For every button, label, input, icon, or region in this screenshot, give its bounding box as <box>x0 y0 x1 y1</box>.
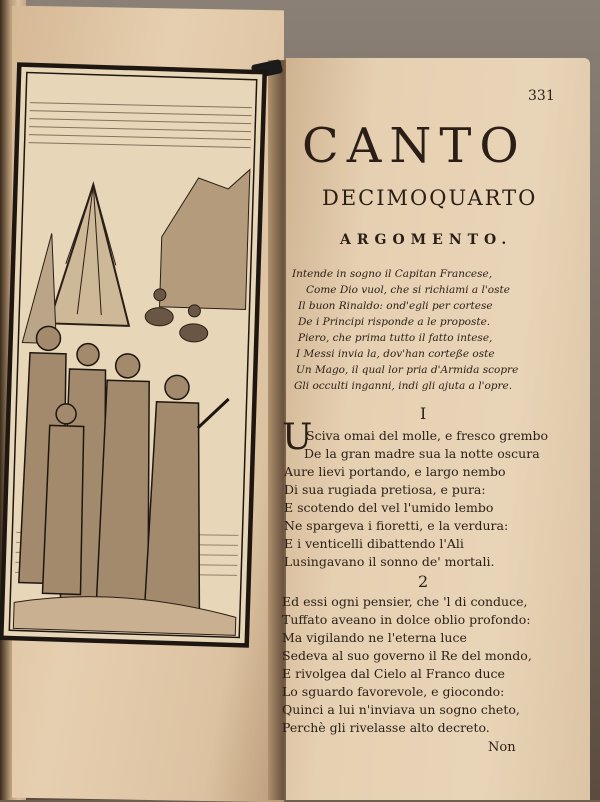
woodcut-illustration <box>0 62 267 648</box>
stanza-line: De la gran madre sua la notte oscura <box>304 446 540 461</box>
stanza-line: Ma vigilando ne l'eterna luce <box>282 630 467 645</box>
stanza-line: Ed essi ogni pensier, che 'l di conduce, <box>282 594 528 609</box>
catchword: Non <box>488 740 516 755</box>
argomento-line: Un Mago, il qual lor pria d'Armida scopre <box>296 364 519 376</box>
argomento-line: Il buon Rinaldo: ond'egli per cortese <box>298 300 493 312</box>
stanza-line: Aure lievi portando, e largo nembo <box>284 464 506 479</box>
stanza-number: I <box>420 404 427 423</box>
stanza-line: Ne spargeva i fioretti, e la verdura: <box>284 518 509 533</box>
stanza-line: Lo sguardo favorevole, e giocondo: <box>282 684 505 699</box>
stanza-line: Lusingavano il sonno de' mortali. <box>284 554 495 569</box>
stanza-line: E rivolgea dal Cielo al Franco duce <box>282 666 505 681</box>
argomento-line: Come Dio vuol, che si richiami a l'oste <box>306 284 510 296</box>
stanza-line: Quinci a lui n'inviava un sogno cheto, <box>282 702 520 717</box>
stanza-line: Perchè gli rivelasse alto decreto. <box>282 720 490 735</box>
argomento-line: I Messi invia la, dov'han corteße oste <box>296 348 495 360</box>
stanza-line: Sedeva al suo governo il Re del mondo, <box>282 648 532 663</box>
canto-subtitle: DECIMOQUARTO <box>322 186 538 210</box>
argomento-line: Piero, che prima tutto il fatto intese, <box>298 332 493 344</box>
stanza-line: E scotendo del vel l'umido lembo <box>284 500 494 515</box>
stanza-number: 2 <box>418 572 429 591</box>
stanza-line: E i venticelli dibattendo l'Ali <box>284 536 464 551</box>
drop-cap: U <box>282 417 313 458</box>
argomento-heading: ARGOMENTO. <box>340 232 513 248</box>
stanza-line: Tuffato aveano in dolce oblio profondo: <box>282 612 531 627</box>
stanza-line: Di sua rugiada pretiosa, e pura: <box>284 482 486 497</box>
argomento-line: Intende in sogno il Capitan Francese, <box>292 268 493 280</box>
canto-title: CANTO <box>302 118 527 174</box>
argomento-line: De i Principi risponde a le proposte. <box>298 316 491 328</box>
stanza-line: Sciva omai del molle, e fresco grembo <box>306 428 548 443</box>
page-number: 331 <box>528 88 555 104</box>
argomento-line: Gli occulti inganni, indi gli ajuta a l'opre. <box>294 380 513 392</box>
